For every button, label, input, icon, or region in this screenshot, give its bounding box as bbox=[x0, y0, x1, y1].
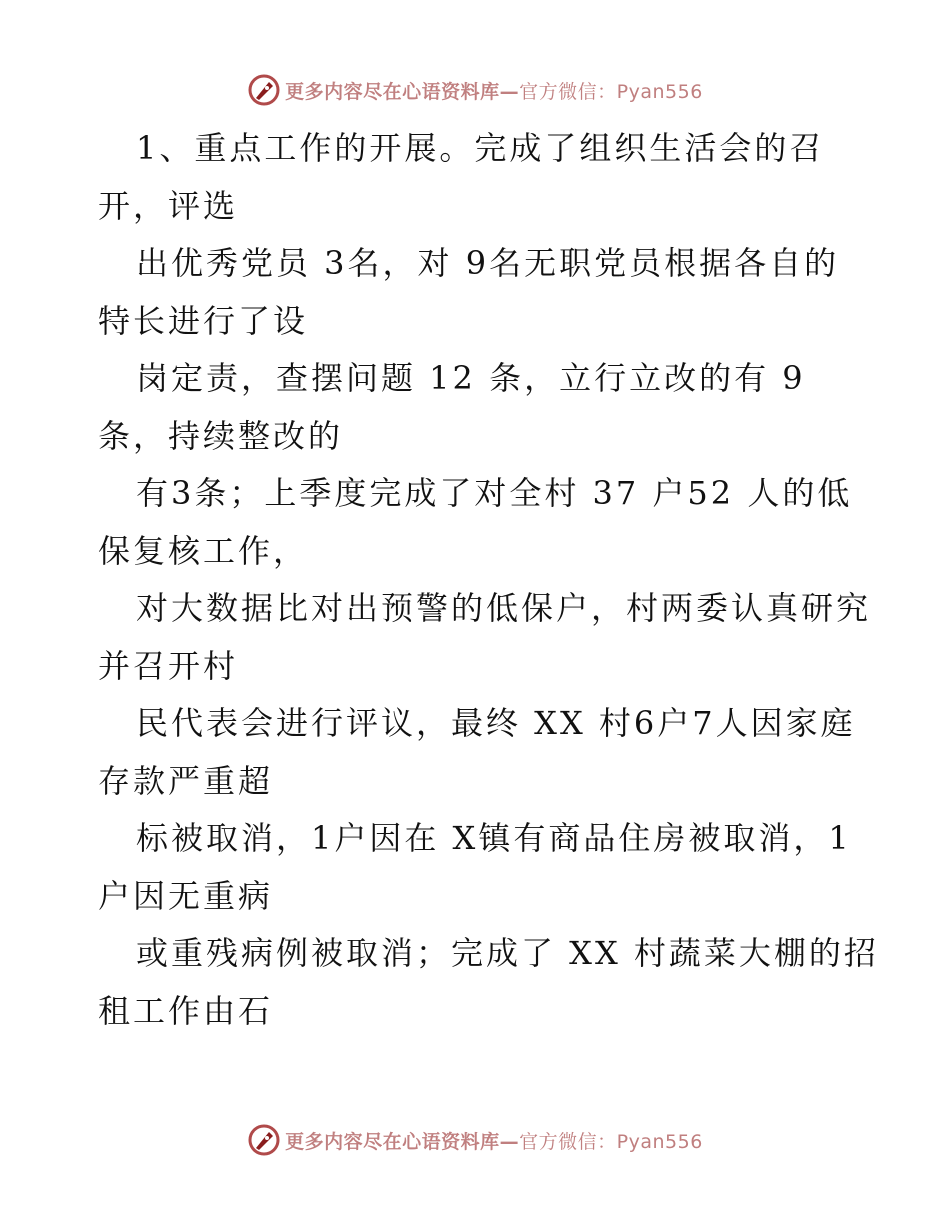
banner-main-text: 更多内容尽在心语资料库 bbox=[285, 80, 500, 103]
text-line: 户因无重病 bbox=[98, 876, 274, 915]
footer-banner bbox=[0, 1120, 950, 1160]
text-line: 标被取消，1户因在 X镇有商品住房被取消，1 bbox=[136, 819, 852, 857]
banner-sub-text: 官方微信：Pyan556 bbox=[519, 1130, 703, 1153]
text-line: 对大数据比对出预警的低保户，村两委认真研究 bbox=[136, 589, 872, 627]
text-line: 民代表会进行评议，最终 XX 村6户7人因家庭 bbox=[136, 704, 856, 742]
text-line: 或重残病例被取消；完成了 XX 村蔬菜大棚的招 bbox=[136, 934, 879, 972]
banner-dash: — bbox=[499, 1130, 520, 1153]
text-line: 存款严重超 bbox=[98, 761, 274, 800]
text-line: 开，评选 bbox=[98, 186, 239, 225]
banner-text bbox=[285, 77, 703, 104]
pen-nib-logo-icon bbox=[247, 1123, 281, 1157]
banner-dash: — bbox=[499, 80, 520, 103]
pen-nib-logo-icon bbox=[247, 73, 281, 107]
text-line: 特长进行了设 bbox=[98, 301, 309, 340]
text-line: 1、重点工作的开展。完成了组织生活会的召 bbox=[136, 129, 825, 167]
document-body bbox=[98, 120, 879, 1040]
text-line: 出优秀党员 3名，对 9名无职党员根据各自的 bbox=[136, 244, 840, 282]
text-line: 岗定责，查摆问题 12 条，立行立改的有 9 bbox=[136, 359, 806, 397]
text-line: 并召开村 bbox=[98, 646, 239, 685]
text-line: 条，持续整改的 bbox=[98, 416, 344, 455]
banner-main-text: 更多内容尽在心语资料库 bbox=[285, 1130, 500, 1153]
banner-sub-text: 官方微信：Pyan556 bbox=[519, 80, 703, 103]
header-banner bbox=[0, 70, 950, 110]
banner-text bbox=[285, 1127, 703, 1154]
text-line: 保复核工作， bbox=[98, 531, 309, 570]
text-line: 租工作由石 bbox=[98, 991, 274, 1030]
text-line: 有3条；上季度完成了对全村 37 户52 人的低 bbox=[136, 474, 853, 512]
